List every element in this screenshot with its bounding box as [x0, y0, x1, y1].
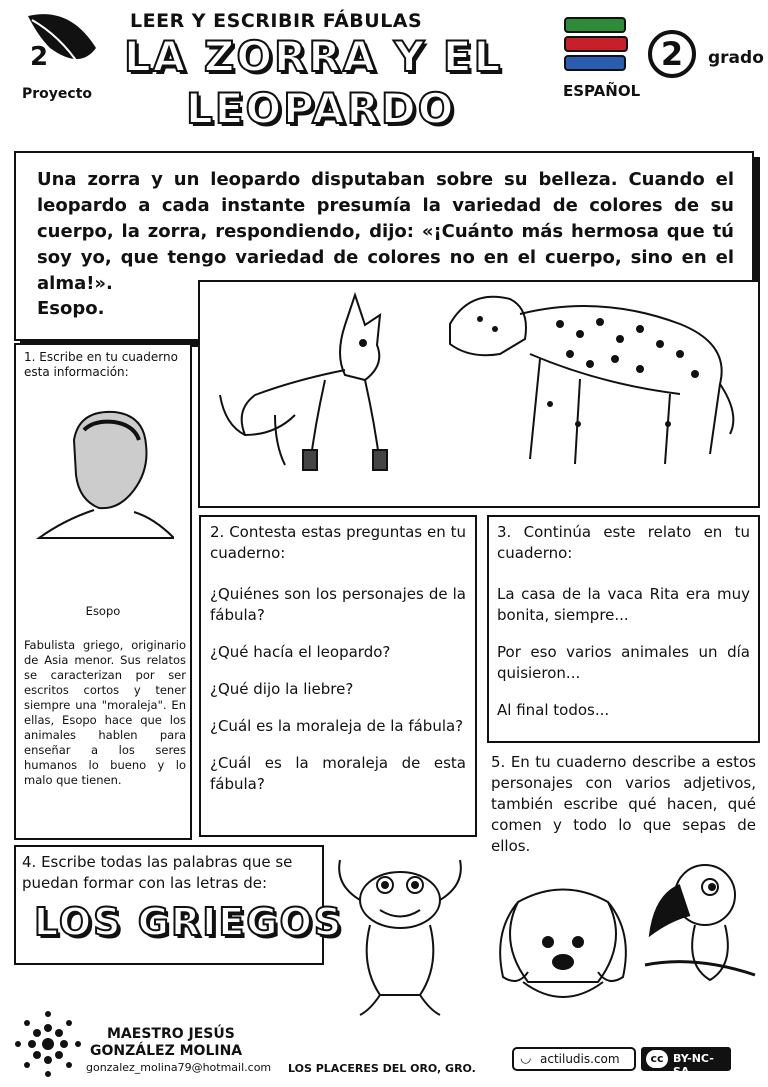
activity4-title: 4. Escribe todas las palabras que se puedan formar con las letras de: [22, 853, 293, 892]
site-label: actiludis.com [540, 1052, 620, 1066]
story-line-3: Al final todos... [497, 701, 610, 719]
author-line2: GONZÁLEZ MOLINA [90, 1043, 243, 1059]
question-1: ¿Quiénes son los personajes de la fábula? [210, 585, 466, 624]
site-badge [512, 1047, 636, 1071]
activity2-title: 2. Contesta estas preguntas en tu cuaderno: [210, 523, 466, 562]
story-line-2: Por eso varios animales un día quisieron... [497, 643, 750, 682]
footer-location: LOS PLACERES DEL ORO, GRO. [288, 1062, 476, 1075]
author-email: gonzalez_molina79@hotmail.com [86, 1061, 272, 1074]
question-4: ¿Cuál es la moraleja de la fábula? [210, 717, 464, 735]
activity4-word: LOS GRIEGOS [34, 900, 344, 944]
license-badge [641, 1047, 731, 1078]
fable-author: Esopo. [37, 298, 105, 319]
grade-label: grado [708, 48, 764, 68]
project-label: Proyecto [22, 86, 93, 102]
fox-illustration [215, 285, 435, 485]
question-5: ¿Cuál es la moraleja de esta fábula? [210, 754, 466, 793]
cc-icon: cc [646, 1050, 668, 1068]
project-number: 2 [30, 42, 49, 72]
esopo-caption: Esopo [85, 604, 121, 618]
bird-illustration [635, 845, 760, 995]
grade-number: 2 [660, 35, 684, 73]
activity1-title: 1. Escribe en tu cuaderno esta información: [24, 350, 178, 379]
page-title-line2: LEOPARDO [186, 84, 456, 133]
puppy-illustration [488, 882, 638, 1012]
author-line1: MAESTRO JESÚS [107, 1026, 235, 1042]
books-icon [563, 16, 629, 74]
activity3-content [497, 522, 750, 737]
license-label: BY-NC-SA [673, 1052, 714, 1078]
fable-text: Una zorra y un leopardo disputaban sobre su belleza. Cuando el leopardo a cada instante presumía la variedad de colores de su cuerpo, la zorra, respondiendo, dijo: «¡Cuánto más hermosa que tú soy yo, que tengo variedad de colores no en el cuerpo, sino en el alma!». [37, 169, 734, 294]
author-logo-icon [14, 1008, 82, 1080]
smile-icon: ◡ [520, 1051, 532, 1066]
leopard-illustration [440, 284, 750, 479]
page-subtitle: LEER Y ESCRIBIR FÁBULAS [130, 10, 423, 32]
activity2-content [210, 522, 466, 811]
esopo-portrait [34, 400, 174, 540]
question-2: ¿Qué hacía el leopardo? [210, 643, 391, 661]
page-title-line1: LA ZORRA Y EL [124, 32, 503, 81]
frog-illustration [330, 855, 470, 1020]
subject-label: ESPAÑOL [563, 82, 641, 100]
question-3: ¿Qué dijo la liebre? [210, 680, 354, 698]
activity3-title: 3. Continúa este relato en tu cuaderno: [497, 523, 750, 562]
activity5-text: 5. En tu cuaderno describe a estos personajes con varios adjetivos, también escribe qué hacen, qué comen y todo lo que sepas de ellos. [491, 753, 756, 855]
grade-badge [648, 30, 696, 78]
story-line-1: La casa de la vaca Rita era muy bonita, siempre... [497, 585, 750, 624]
esopo-bio: Fabulista griego, originario de Asia menor. Sus relatos se caracterizan por ser escritos cortos y tener siempre una "moraleja". En ellas, Esopo hace que los animales hablen para enseñar a los seres humanos lo bueno y lo malo que tienen. [24, 638, 186, 787]
